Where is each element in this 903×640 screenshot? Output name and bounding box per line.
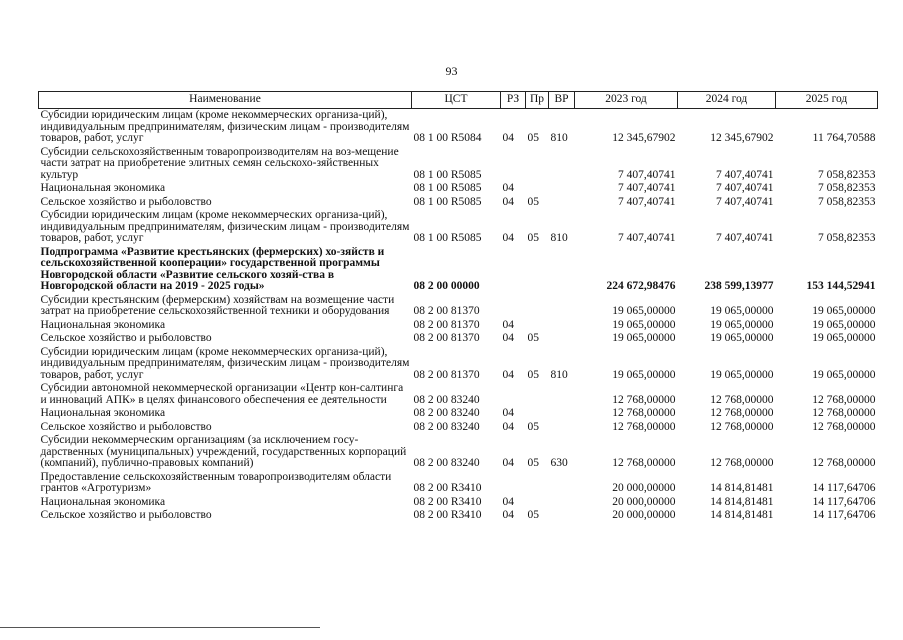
row-2025: 14 117,64706 xyxy=(812,495,876,508)
row-rz: 04 xyxy=(502,195,514,208)
header-vr: ВР xyxy=(549,92,575,109)
row-2025: 14 117,64706 xyxy=(812,509,876,521)
row-vr xyxy=(549,246,575,294)
row-cst: 08 1 00 R5085 xyxy=(413,168,482,181)
header-rz: РЗ xyxy=(501,92,526,109)
row-2023: 12 345,67902 xyxy=(612,132,676,144)
row-rz: 04 xyxy=(502,182,514,194)
row-2025: 7 058,82353 xyxy=(818,182,876,194)
table-row xyxy=(39,146,878,183)
page-number: 93 xyxy=(445,64,458,78)
row-cst: 08 2 00 R3410 xyxy=(413,509,482,521)
header-2023: 2023 год xyxy=(575,92,678,109)
row-rz: 04 xyxy=(502,332,514,344)
row-pr xyxy=(526,182,549,196)
row-2024: 7 407,40741 xyxy=(716,195,774,208)
row-rz: 04 xyxy=(502,407,514,419)
row-2025: 19 065,00000 xyxy=(812,318,876,331)
table-body xyxy=(39,109,878,523)
row-vr: 810 xyxy=(550,132,568,144)
row-name: Сельское хозяйство и рыболовство xyxy=(40,420,212,433)
row-vr xyxy=(549,182,575,196)
footer-divider xyxy=(0,627,320,628)
row-2024: 12 768,00000 xyxy=(710,457,774,469)
row-name: Субсидии юридическим лицам (кроме некоммерческих организа-ций), индивидуальным предпринимателям, физическим лицам - производителям товаров, работ, услуг xyxy=(40,109,410,144)
row-rz: 04 xyxy=(502,509,514,521)
row-rz xyxy=(501,294,526,319)
row-2025: 12 768,00000 xyxy=(812,407,876,419)
row-2024: 19 065,00000 xyxy=(710,318,774,331)
row-name: Субсидии некоммерческим организациям (за исключением госу-дарственных (муниципальных) учреждений, государственных корпораций (компаний), публично-правовых компаний) xyxy=(40,434,407,469)
row-name: Подпрограмма «Развитие крестьянских (фермерских) хо-зяйств и сельскохозяйственной кооперации» государственной программы Новгородской области «Развитие сельского хозяй-ства в Новгородской области на 2019 - 2025 годы» xyxy=(40,245,385,292)
row-name: Предоставление сельскохозяйственным товаропроизводителям области грантов «Агротуризм» xyxy=(40,470,392,494)
row-rz: 04 xyxy=(502,232,514,244)
row-cst: 08 2 00 83240 xyxy=(413,407,480,419)
table-row xyxy=(39,421,878,435)
row-name: Субсидии крестьянским (фермерским) хозяйствам на возмещение части затрат на приобретение сельскохозяйственной техники и оборудования xyxy=(40,293,395,317)
row-2024: 19 065,00000 xyxy=(710,332,774,344)
row-2024: 19 065,00000 xyxy=(710,305,774,317)
row-rz: 04 xyxy=(502,368,514,381)
row-2025: 7 058,82353 xyxy=(818,232,876,244)
table-row xyxy=(39,182,878,196)
table-row xyxy=(39,434,878,471)
row-2024: 7 407,40741 xyxy=(716,182,774,194)
row-2023: 12 768,00000 xyxy=(612,457,676,469)
table-row xyxy=(39,196,878,210)
budget-table xyxy=(38,91,878,523)
row-2025: 12 768,00000 xyxy=(812,420,876,433)
row-2024: 7 407,40741 xyxy=(716,232,774,244)
row-cst: 08 2 00 83240 xyxy=(413,393,480,406)
row-2024: 12 768,00000 xyxy=(710,407,774,419)
row-vr: 810 xyxy=(550,368,568,381)
header-2024: 2024 год xyxy=(678,92,776,109)
row-cst: 08 1 00 R5085 xyxy=(413,232,482,244)
row-rz xyxy=(501,471,526,496)
table-row xyxy=(39,332,878,346)
row-cst: 08 2 00 81370 xyxy=(413,318,480,331)
row-pr xyxy=(526,382,549,407)
row-pr: 05 xyxy=(527,232,539,244)
row-vr xyxy=(549,407,575,421)
table-row xyxy=(39,319,878,333)
row-name: Субсидии юридическим лицам (кроме некоммерческих организа-ций), индивидуальным предпринимателям, физическим лицам - производителям товаров, работ, услуг xyxy=(40,345,410,381)
row-vr xyxy=(549,496,575,510)
row-rz: 04 xyxy=(502,495,514,508)
row-2024: 12 345,67902 xyxy=(710,132,774,144)
row-vr: 630 xyxy=(550,457,568,469)
row-2024: 7 407,40741 xyxy=(716,168,774,181)
row-vr: 810 xyxy=(550,232,568,244)
row-2023: 19 065,00000 xyxy=(612,332,676,344)
table-row xyxy=(39,382,878,407)
row-2025: 7 058,82353 xyxy=(818,168,876,181)
row-pr xyxy=(526,471,549,496)
row-rz xyxy=(501,382,526,407)
row-2024: 14 814,81481 xyxy=(710,482,774,494)
row-2024: 14 814,81481 xyxy=(710,495,774,508)
row-rz: 04 xyxy=(502,420,514,433)
row-2023: 12 768,00000 xyxy=(612,420,676,433)
row-vr xyxy=(549,146,575,183)
row-vr xyxy=(549,332,575,346)
table-row xyxy=(39,346,878,383)
table-row xyxy=(39,471,878,496)
row-vr xyxy=(549,509,575,523)
table-row xyxy=(39,246,878,294)
row-2023: 7 407,40741 xyxy=(618,168,676,181)
row-rz: 04 xyxy=(502,457,514,469)
row-rz xyxy=(501,246,526,294)
row-2023: 20 000,00000 xyxy=(612,482,676,494)
row-pr xyxy=(526,407,549,421)
header-cst: ЦСТ xyxy=(412,92,501,109)
table-row xyxy=(39,407,878,421)
row-name: Национальная экономика xyxy=(40,495,166,508)
row-cst: 08 1 00 R5084 xyxy=(413,132,482,144)
row-cst: 08 2 00 00000 xyxy=(413,280,480,292)
row-pr: 05 xyxy=(527,457,539,469)
row-name: Национальная экономика xyxy=(40,182,166,194)
table-row xyxy=(39,294,878,319)
row-2023: 20 000,00000 xyxy=(612,495,676,508)
row-pr: 05 xyxy=(527,332,539,344)
row-pr xyxy=(526,319,549,333)
row-vr xyxy=(549,382,575,407)
header-2025: 2025 год xyxy=(776,92,878,109)
row-name: Национальная экономика xyxy=(40,407,166,419)
row-name: Сельское хозяйство и рыболовство xyxy=(40,509,212,521)
row-name: Национальная экономика xyxy=(40,318,166,331)
row-cst: 08 2 00 83240 xyxy=(413,457,480,469)
row-vr xyxy=(549,319,575,333)
row-cst: 08 1 00 R5085 xyxy=(413,195,482,208)
row-pr: 05 xyxy=(527,195,539,208)
row-2023: 19 065,00000 xyxy=(612,318,676,331)
row-2023: 12 768,00000 xyxy=(612,393,676,406)
row-vr xyxy=(549,196,575,210)
row-2023: 224 672,98476 xyxy=(606,280,676,292)
row-2025: 12 768,00000 xyxy=(812,393,876,406)
row-2025: 12 768,00000 xyxy=(812,457,876,469)
row-2023: 12 768,00000 xyxy=(612,407,676,419)
row-rz: 04 xyxy=(502,318,514,331)
row-2025: 14 117,64706 xyxy=(812,482,876,494)
row-2025: 11 764,70588 xyxy=(812,132,876,144)
row-cst: 08 1 00 R5085 xyxy=(413,182,482,194)
row-vr xyxy=(549,294,575,319)
table-row xyxy=(39,109,878,146)
row-2024: 12 768,00000 xyxy=(710,393,774,406)
row-2024: 14 814,81481 xyxy=(710,509,774,521)
row-2023: 7 407,40741 xyxy=(618,195,676,208)
row-name: Субсидии автономной некоммерческой организации «Центр кон-салтинга и инноваций АПК» в целях финансового обеспечения ее деятельности xyxy=(40,382,404,406)
row-2024: 19 065,00000 xyxy=(710,368,774,381)
row-2023: 7 407,40741 xyxy=(618,232,676,244)
row-rz: 04 xyxy=(502,132,514,144)
row-cst: 08 2 00 R3410 xyxy=(413,495,482,508)
row-cst: 08 2 00 83240 xyxy=(413,420,480,433)
row-pr xyxy=(526,294,549,319)
row-2023: 19 065,00000 xyxy=(612,305,676,317)
row-cst: 08 2 00 81370 xyxy=(413,305,480,317)
row-vr xyxy=(549,421,575,435)
row-pr: 05 xyxy=(527,420,539,433)
row-pr: 05 xyxy=(527,132,539,144)
header-name: Наименование xyxy=(39,92,412,109)
row-pr xyxy=(526,246,549,294)
row-pr xyxy=(526,146,549,183)
row-vr xyxy=(549,471,575,496)
row-rz xyxy=(501,146,526,183)
row-pr: 05 xyxy=(527,368,539,381)
row-name: Сельское хозяйство и рыболовство xyxy=(40,195,212,208)
table-header xyxy=(39,92,878,109)
row-2024: 238 599,13977 xyxy=(704,280,774,292)
row-name: Субсидии юридическим лицам (кроме некоммерческих организа-ций), индивидуальным предпринимателям, физическим лицам - производителям товаров, работ, услуг xyxy=(40,209,410,244)
row-2024: 12 768,00000 xyxy=(710,420,774,433)
row-cst: 08 2 00 81370 xyxy=(413,368,480,381)
row-pr xyxy=(526,496,549,510)
row-2023: 19 065,00000 xyxy=(612,368,676,381)
row-2023: 7 407,40741 xyxy=(618,182,676,194)
row-2025: 7 058,82353 xyxy=(818,195,876,208)
table-row xyxy=(39,496,878,510)
row-2025: 19 065,00000 xyxy=(812,368,876,381)
row-2023: 20 000,00000 xyxy=(612,509,676,521)
row-2025: 19 065,00000 xyxy=(812,332,876,344)
table-row xyxy=(39,509,878,523)
table-row xyxy=(39,209,878,246)
row-2025: 153 144,52941 xyxy=(806,280,876,292)
row-pr: 05 xyxy=(527,509,539,521)
row-2025: 19 065,00000 xyxy=(812,305,876,317)
row-name: Субсидии сельскохозяйственным товаропроизводителям на воз-мещение части затрат на приобретение элитных семян сельскохо-зяйственных культур xyxy=(40,145,399,181)
row-cst: 08 2 00 81370 xyxy=(413,332,480,344)
row-name: Сельское хозяйство и рыболовство xyxy=(40,332,212,344)
header-pr: Пр xyxy=(526,92,549,109)
row-cst: 08 2 00 R3410 xyxy=(413,482,482,494)
